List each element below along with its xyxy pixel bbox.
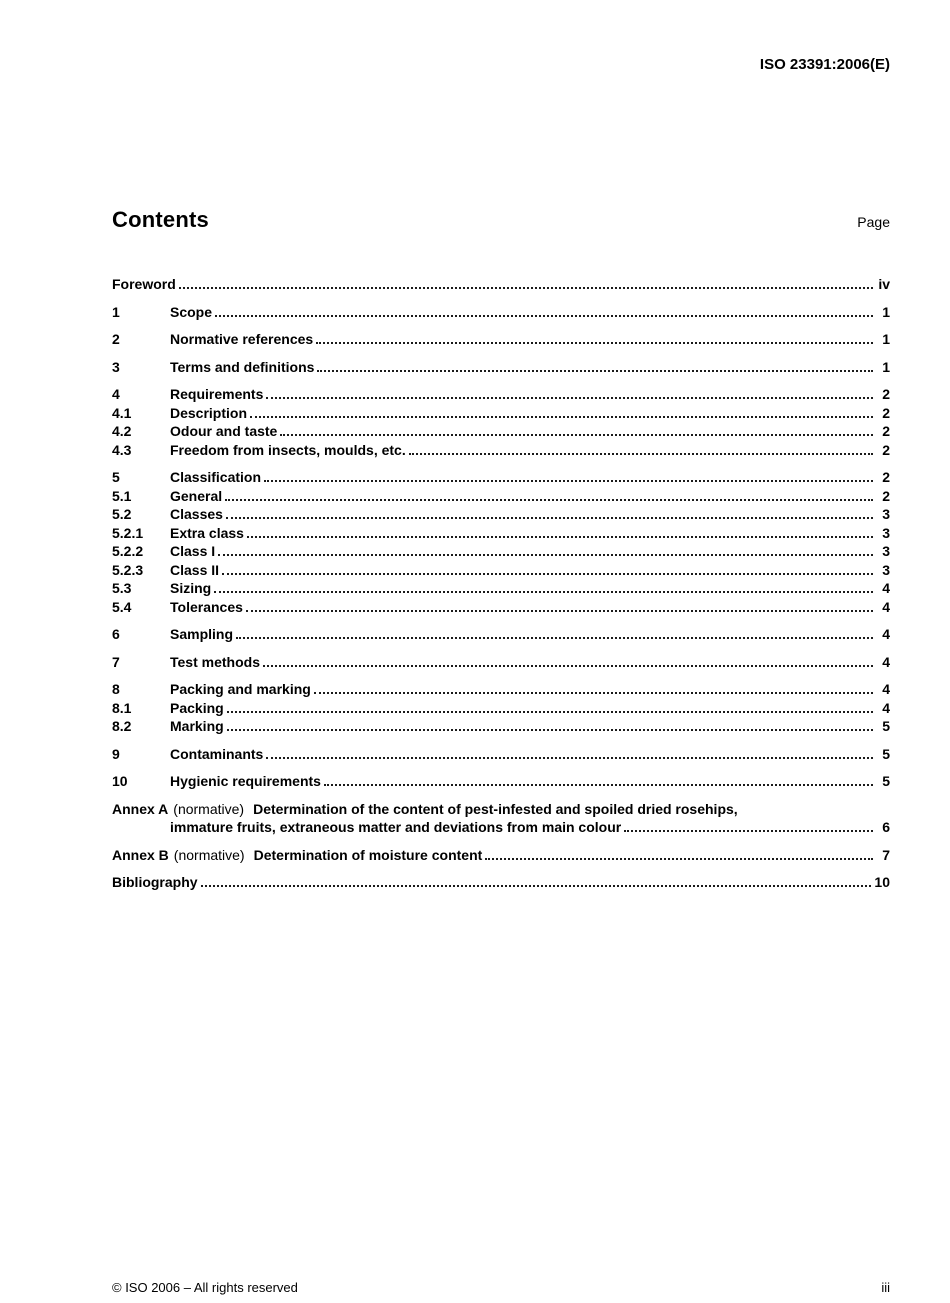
entry-page: 5 <box>882 718 890 734</box>
entry-title: Tolerances <box>170 598 243 615</box>
toc-entry <box>112 468 890 487</box>
toc-entry-line <box>112 358 890 377</box>
entry-title: Foreword <box>112 276 176 292</box>
toc-entry <box>112 330 890 349</box>
entry-title: Description <box>170 404 248 421</box>
footer-copyright: © ISO 2006 – All rights reserved <box>112 1280 298 1295</box>
entry-title: Determination of the content of pest-infested and spoiled dried rosehips, <box>253 800 738 817</box>
entry-page: 10 <box>874 874 890 890</box>
toc-entry <box>112 542 890 561</box>
entry-title: Terms and definitions <box>170 358 315 375</box>
dot-leader <box>236 633 873 639</box>
toc-entry <box>112 625 890 644</box>
dot-leader <box>227 725 873 731</box>
toc-entry-line <box>112 653 890 672</box>
toc-entry-line <box>112 524 890 543</box>
entry-title: Freedom from insects, moulds, etc. <box>170 441 406 458</box>
toc-entry-line <box>112 330 890 349</box>
entry-number: 9 <box>112 745 120 762</box>
entry-number: 5.2.1 <box>112 524 144 541</box>
entry-number: 5.2.2 <box>112 543 144 559</box>
toc-list <box>112 275 890 892</box>
entry-title: Contaminants <box>170 745 264 762</box>
toc-entry <box>112 385 890 404</box>
dot-leader <box>409 449 873 455</box>
toc-entry <box>112 800 890 837</box>
toc-entry-line <box>112 800 890 819</box>
dot-leader <box>227 707 873 713</box>
dot-leader <box>247 532 873 538</box>
toc-entry <box>112 772 890 791</box>
dot-leader <box>250 412 873 418</box>
dot-leader <box>324 780 873 786</box>
document-reference: ISO 23391:2006(E) <box>759 56 890 73</box>
toc-entry-line <box>112 385 890 404</box>
toc-entry-line <box>112 579 890 598</box>
page-column-label: Page <box>857 214 890 230</box>
dot-leader <box>280 430 873 436</box>
entry-title: Marking <box>170 718 224 734</box>
entry-page: 3 <box>882 524 890 541</box>
entry-page: 2 <box>882 487 890 504</box>
toc-entry-line <box>112 542 890 561</box>
entry-page: 2 <box>882 469 890 485</box>
footer-page-number: iii <box>881 1280 890 1295</box>
toc-entry <box>112 846 890 865</box>
entry-title: Bibliography <box>112 874 198 890</box>
entry-page: 4 <box>882 598 890 615</box>
annex-label: Annex B <box>112 846 169 863</box>
toc-entry <box>112 441 890 460</box>
entry-number: 8.1 <box>112 699 132 716</box>
toc-entry <box>112 873 890 892</box>
entry-number: 8 <box>112 681 120 697</box>
entry-title: Classes <box>170 506 223 522</box>
entry-number: 5.2.3 <box>112 561 144 578</box>
entry-page: 2 <box>882 423 890 439</box>
entry-page: 4 <box>882 626 890 642</box>
toc-entry-line <box>112 441 890 460</box>
entry-page: 4 <box>882 653 890 670</box>
toc-entry <box>112 598 890 617</box>
entry-page: 4 <box>882 699 890 716</box>
toc-entry-line <box>112 422 890 441</box>
entry-page: 2 <box>882 386 890 402</box>
dot-leader <box>266 393 873 399</box>
entry-title: Classification <box>170 469 262 485</box>
toc-entry-line <box>112 404 890 423</box>
toc-entry <box>112 487 890 506</box>
dot-leader <box>316 338 873 344</box>
entry-page: 4 <box>882 580 890 596</box>
toc-entry-line <box>112 275 890 294</box>
entry-title: Sizing <box>170 580 212 596</box>
entry-page: 3 <box>882 543 890 559</box>
dot-leader <box>263 661 873 667</box>
entry-number: 4.3 <box>112 441 132 458</box>
toc-entry-line <box>112 818 890 837</box>
dot-leader <box>179 283 873 289</box>
entry-title: Sampling <box>170 626 234 642</box>
entry-number: 6 <box>112 626 120 642</box>
entry-page: 4 <box>882 681 890 697</box>
dot-leader <box>266 753 873 759</box>
toc-entry <box>112 680 890 699</box>
entry-number: 4.2 <box>112 423 132 439</box>
entry-title: Requirements <box>170 386 264 402</box>
annex-label: Annex A <box>112 800 169 817</box>
toc-entry-line <box>112 873 890 892</box>
entry-page: 5 <box>882 745 890 762</box>
entry-title: General <box>170 487 223 504</box>
entry-number: 5.4 <box>112 598 132 615</box>
entry-number: 7 <box>112 653 120 670</box>
contents-header <box>112 207 890 233</box>
toc-entry <box>112 561 890 580</box>
entry-number: 10 <box>112 773 128 789</box>
entry-page: 5 <box>882 773 890 789</box>
dot-leader <box>246 606 873 612</box>
dot-leader <box>317 366 873 372</box>
dot-leader <box>485 854 873 860</box>
entry-page: 1 <box>882 358 890 375</box>
entry-page: 6 <box>882 819 890 835</box>
toc-entry-line <box>112 699 890 718</box>
toc-entry <box>112 275 890 294</box>
entry-number: 5.1 <box>112 487 132 504</box>
toc-entry-line <box>112 625 890 644</box>
toc-entry <box>112 745 890 764</box>
toc-entry-line <box>112 487 890 506</box>
toc-entry-line <box>112 846 890 865</box>
entry-number: 1 <box>112 303 120 320</box>
dot-leader <box>215 311 873 317</box>
entry-page: 7 <box>882 846 890 863</box>
entry-title: Normative references <box>170 331 314 347</box>
dot-leader <box>624 826 873 832</box>
entry-title: Class II <box>170 561 220 578</box>
entry-title-continued: immature fruits, extraneous matter and deviations from main colour <box>170 819 622 835</box>
toc-entry-line <box>112 717 890 736</box>
toc-entry <box>112 303 890 322</box>
dot-leader <box>222 569 873 575</box>
toc-entry <box>112 653 890 672</box>
toc-entry <box>112 505 890 524</box>
toc-entry <box>112 717 890 736</box>
toc-entry <box>112 524 890 543</box>
entry-page: 1 <box>882 331 890 347</box>
toc-entry-line <box>112 468 890 487</box>
dot-leader <box>226 513 873 519</box>
entry-title: Test methods <box>170 653 260 670</box>
entry-title: Scope <box>170 303 213 320</box>
entry-page: 2 <box>882 404 890 421</box>
entry-title: Packing and marking <box>170 681 311 697</box>
toc-entry-line <box>112 680 890 699</box>
entry-title: Hygienic requirements <box>170 773 321 789</box>
entry-number: 8.2 <box>112 718 132 734</box>
entry-number: 4 <box>112 386 120 402</box>
toc-entry-line <box>112 303 890 322</box>
document-footer <box>112 1280 890 1295</box>
page-title: Contents <box>112 207 209 232</box>
toc-entry <box>112 358 890 377</box>
entry-title: Determination of moisture content <box>253 846 483 863</box>
entry-title: Packing <box>170 699 224 716</box>
dot-leader <box>225 495 873 501</box>
toc-entry-line <box>112 505 890 524</box>
toc-entry-line <box>112 772 890 791</box>
toc-entry-line <box>112 598 890 617</box>
entry-title: Extra class <box>170 524 244 541</box>
dot-leader <box>201 881 872 887</box>
entry-number: 5.3 <box>112 580 132 596</box>
toc-entry <box>112 422 890 441</box>
entry-page: 2 <box>882 441 890 458</box>
toc-entry-line <box>112 561 890 580</box>
dot-leader <box>214 587 873 593</box>
entry-page: iv <box>878 276 890 292</box>
dot-leader <box>264 476 873 482</box>
document-header <box>112 0 890 73</box>
entry-page: 1 <box>882 303 890 320</box>
entry-number: 2 <box>112 331 120 347</box>
entry-title: Odour and taste <box>170 423 278 439</box>
entry-number: 4.1 <box>112 404 132 421</box>
dot-leader <box>314 688 873 694</box>
toc-entry-line <box>112 745 890 764</box>
toc-entry <box>112 579 890 598</box>
annex-qualifier: (normative) <box>173 846 245 863</box>
entry-number: 3 <box>112 358 120 375</box>
entry-title: Class I <box>170 543 216 559</box>
entry-number: 5.2 <box>112 506 132 522</box>
entry-number: 5 <box>112 469 120 485</box>
entry-page: 3 <box>882 561 890 578</box>
dot-leader <box>218 550 873 556</box>
toc-entry <box>112 404 890 423</box>
annex-qualifier: (normative) <box>173 800 245 817</box>
entry-page: 3 <box>882 506 890 522</box>
toc-entry <box>112 699 890 718</box>
